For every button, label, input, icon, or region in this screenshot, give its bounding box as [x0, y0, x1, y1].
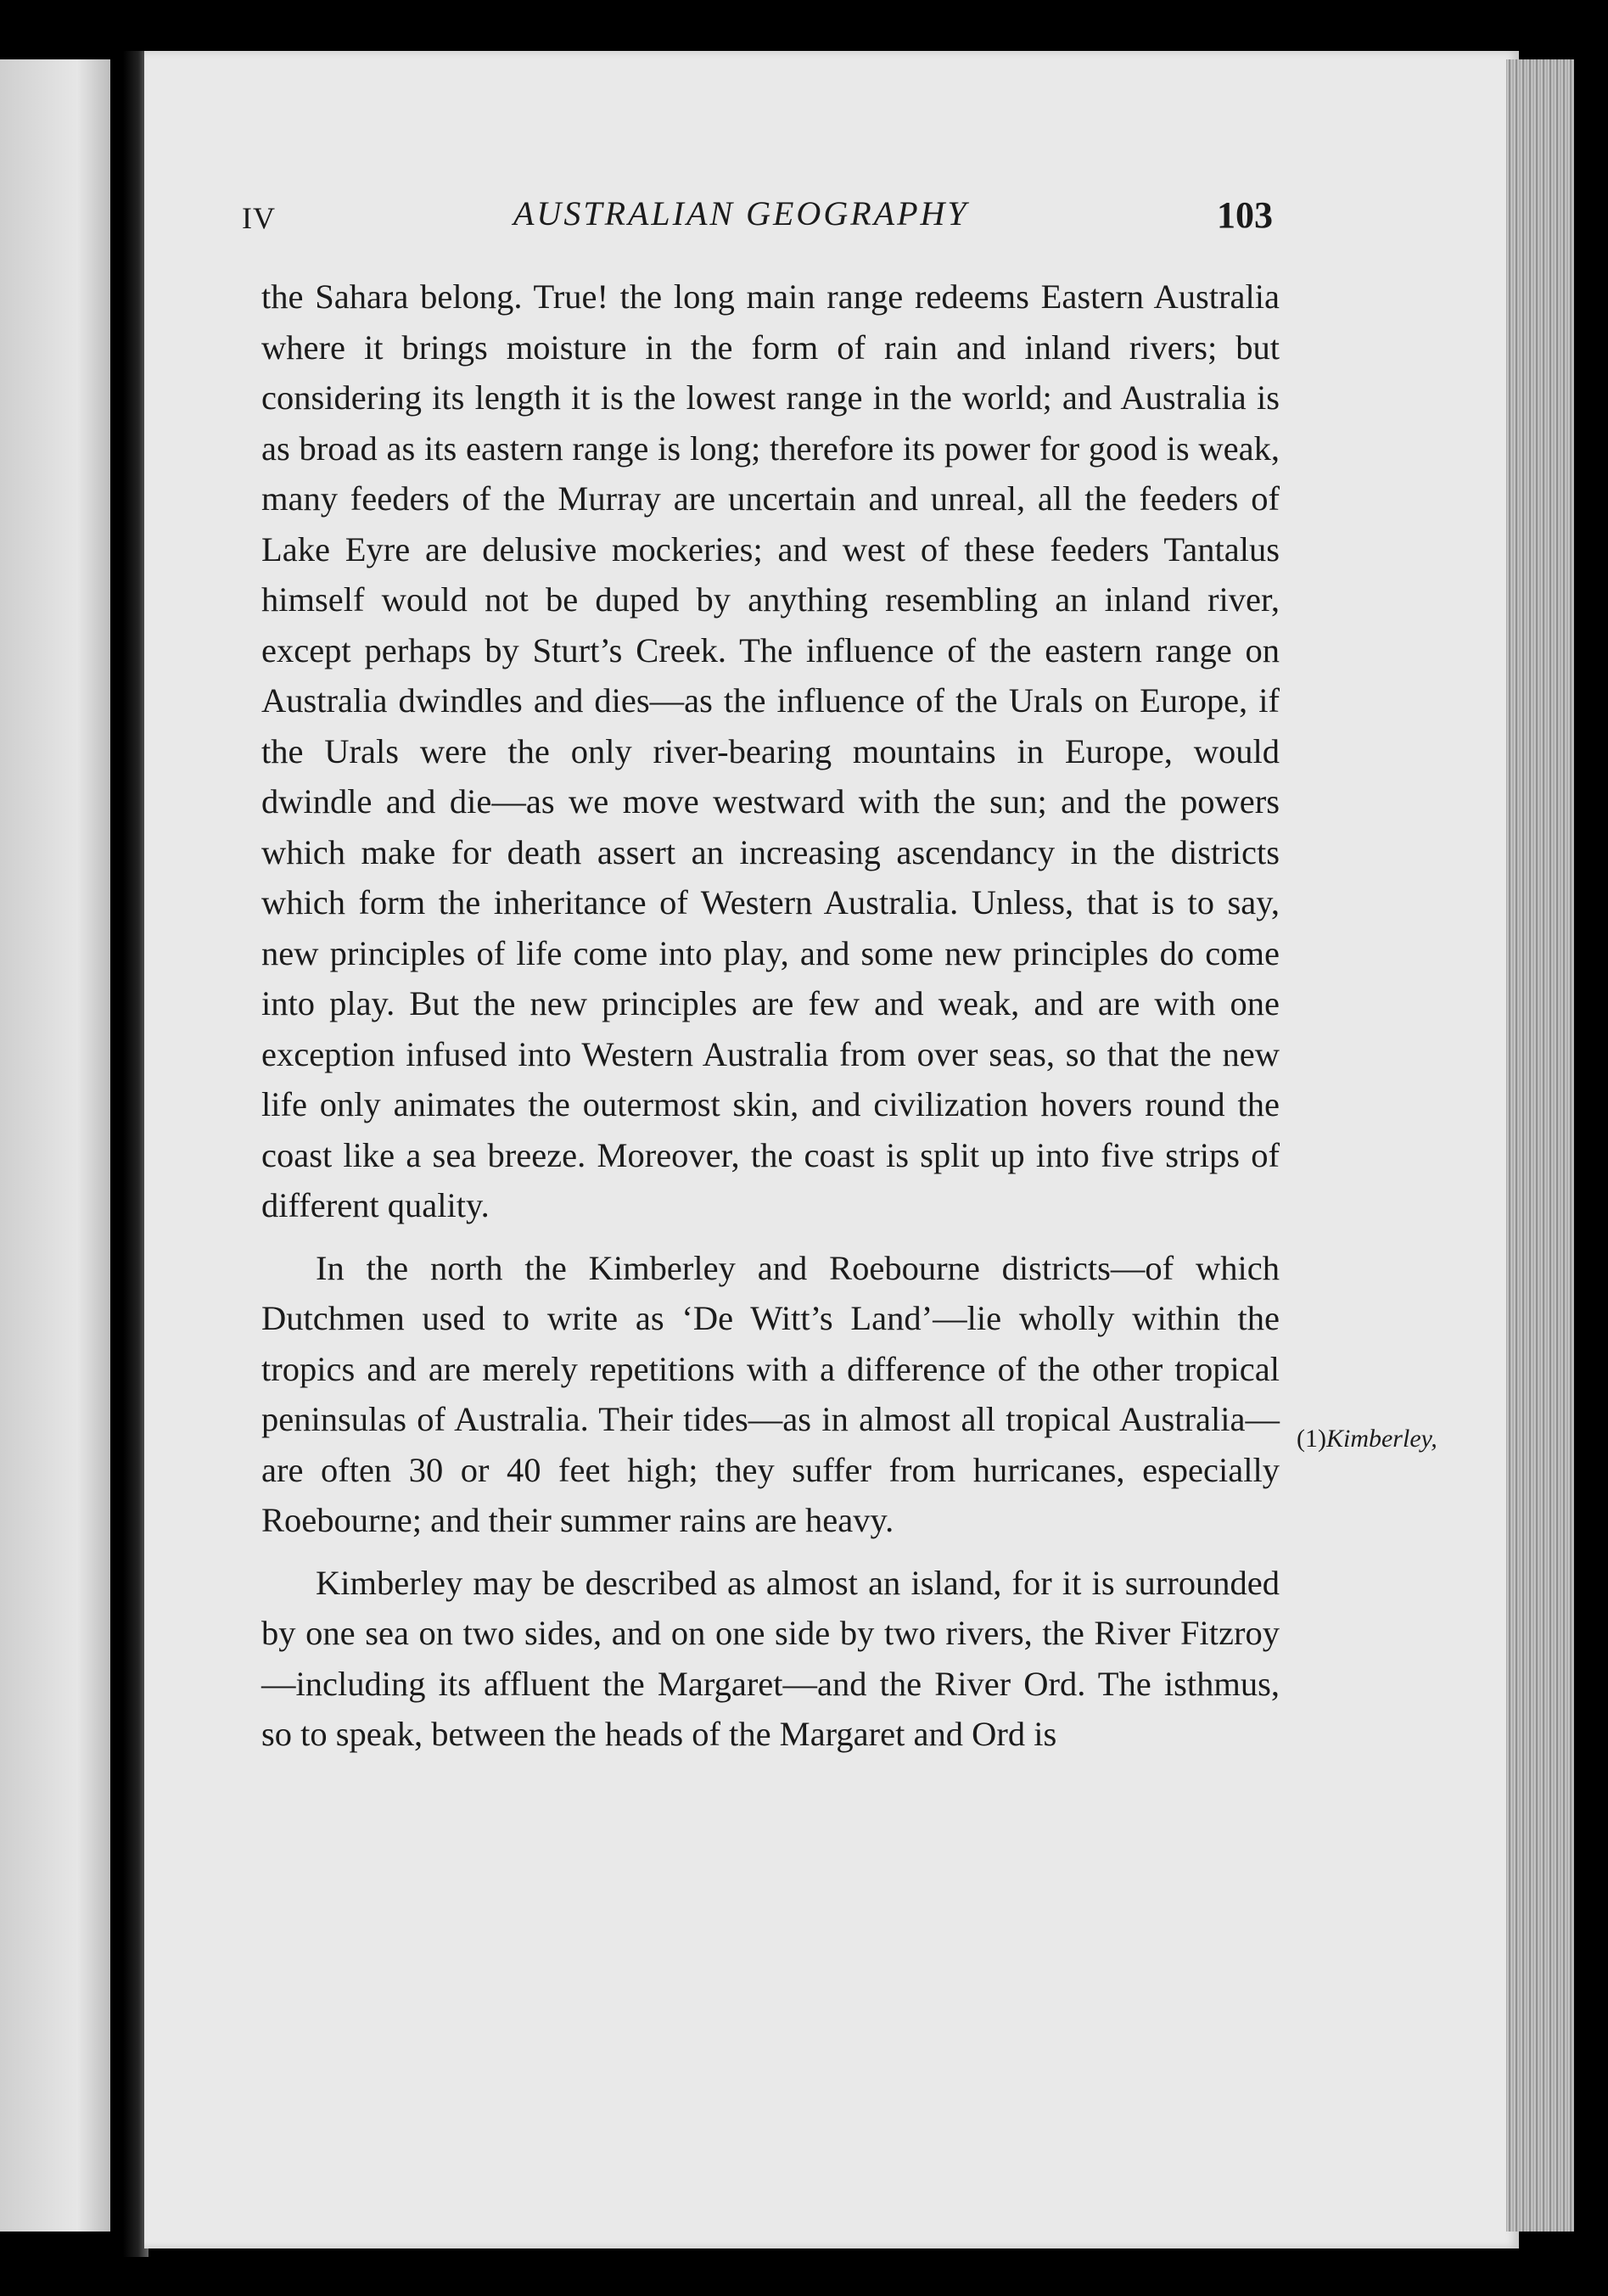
facing-page-edge [0, 59, 110, 2232]
page-stack-edge [1506, 59, 1574, 2232]
margin-note-text: Kimberley, [1325, 1425, 1437, 1453]
page-header [242, 193, 1273, 244]
paragraph-3: Kimberley may be described as almost an island, for it is surrounded by one sea on two sides, and on one side by two rivers, the River Fitzroy—including its affluent the Margaret—and the River Ord. The isthmus, so to speak, between the heads of the Margaret and Ord is [261, 1563, 1280, 1753]
margin-note-number: (1) [1297, 1425, 1326, 1453]
page-number: 103 [1217, 194, 1273, 236]
paragraph-1: the Sahara belong. True! the long main range redeems Eastern Australia where it brings moisture in the form of rain and inland rivers; but considering its length it is the lowest range in the world; and Australia is as broad as its eastern range is long; therefore its power for good is weak, many feeders of the Murray are uncertain and unreal, all the feeders of Lake Eyre are delusive mockeries; and west of these feeders Tantalus himself would not be duped by anything resembling an inland river, except perhaps by Sturt’s Creek. The influence of the eastern range on Australia dwindles and dies—as the influence of the Urals on Europe, if the Urals were the only river-bearing mountains in Europe, would dwindle and die—as we move westward with the sun; and the powers which make for death assert an increasing ascendancy in the districts which form the inheritance of Western Australia. Unless, that is to say, new principles of life come into play, and some new principles do come into play. But the new principles are few and weak, and are with one exception infused into Western Australia from over seas, so that the new life only animates the outermost skin, and civilization hovers round the coast like a sea breeze. Moreover, the coast is split up into five strips of different quality. [261, 277, 1280, 1224]
body-text [261, 272, 1280, 1760]
running-title: AUSTRALIAN GEOGRAPHY [513, 194, 969, 232]
signature-mark: IV [242, 201, 276, 235]
paragraph-2: In the north the Kimberley and Roebourne districts—of which Dutchmen used to write as ‘De Witt’s Land’—lie wholly within the tropics and are merely repetitions with a difference of the other tropical peninsulas of Australia. Their tides—as in almost all tropical Australia—are often 30 or 40 feet high; they suffer from hurricanes, especially Roebourne; and their summer rains are heavy. [261, 1248, 1280, 1539]
margin-note [1297, 1424, 1449, 1454]
